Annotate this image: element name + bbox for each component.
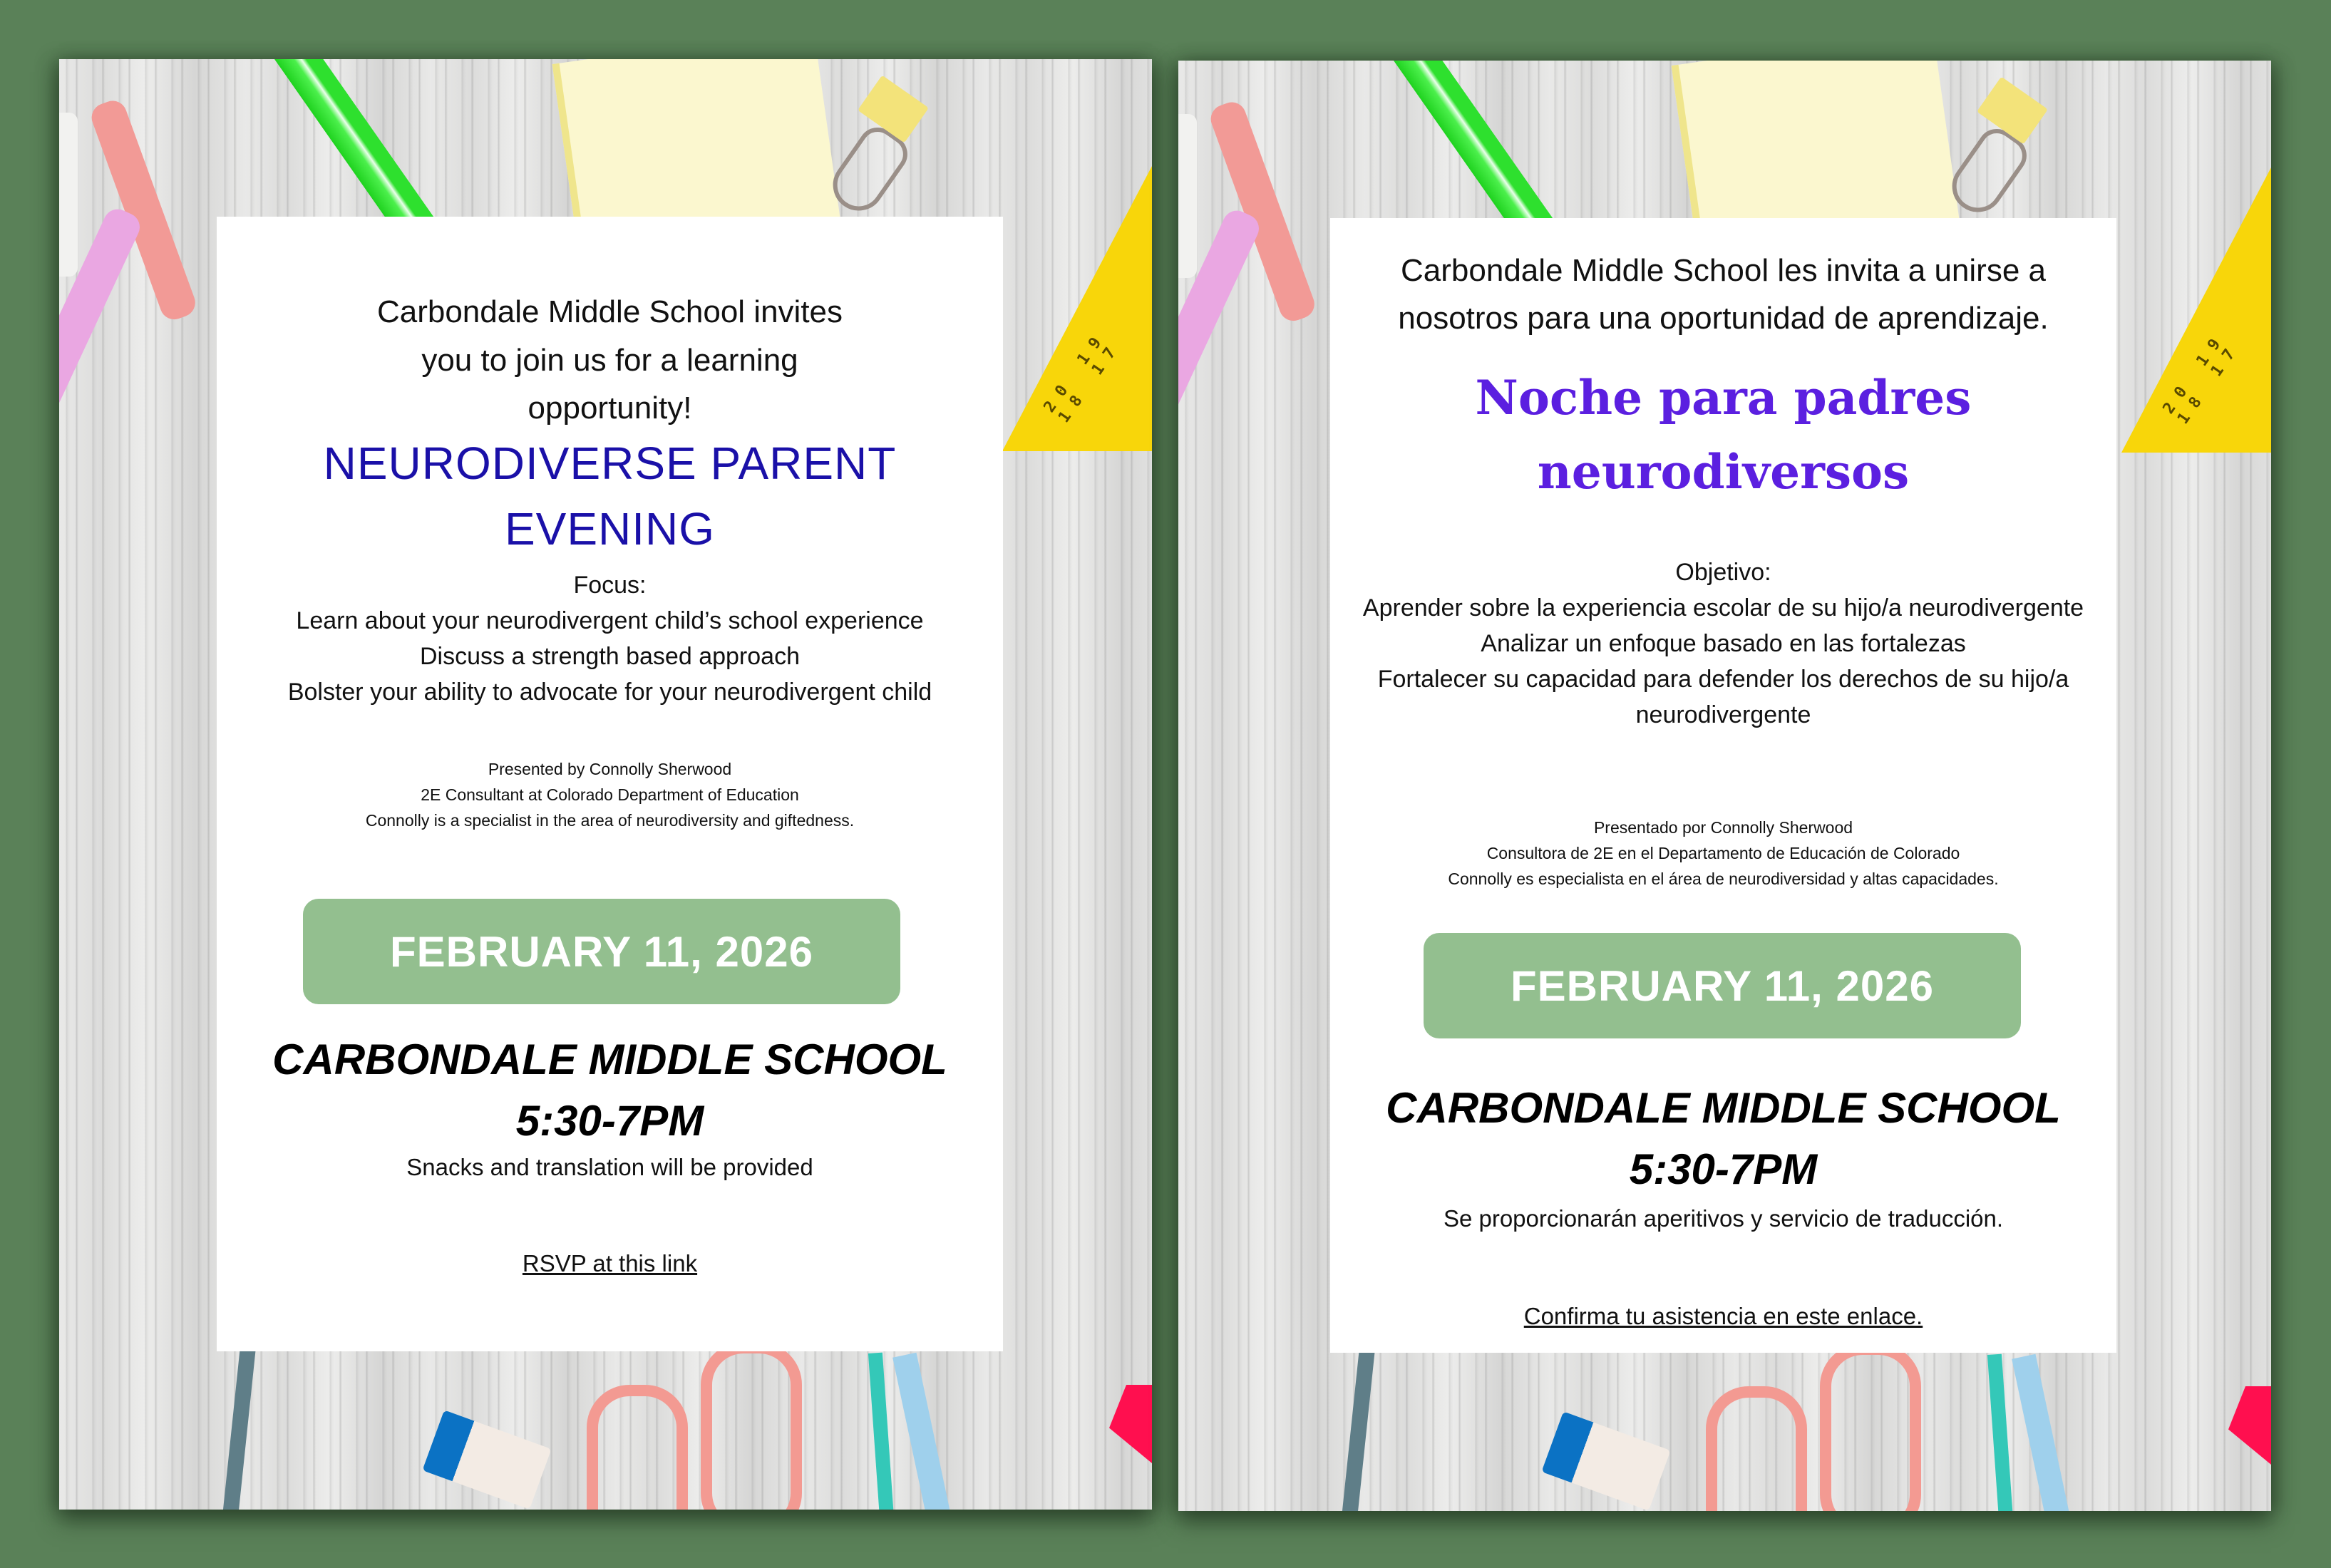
presenter-line: Consultora de 2E en el Departamento de Educación de Colorado bbox=[1486, 844, 1960, 862]
date-badge: FEBRUARY 11, 2026 bbox=[1424, 933, 2021, 1038]
scissors-handle-right-image bbox=[1820, 1343, 1921, 1511]
intro-line: Carbondale Middle School les invita a unirse a bbox=[1401, 253, 2046, 288]
focus-item: Learn about your neurodivergent child’s school experience bbox=[296, 607, 924, 634]
presenter-line: 2E Consultant at Colorado Department of Education bbox=[421, 785, 799, 804]
flyer-english bbox=[59, 59, 1152, 1510]
red-cap-image bbox=[1109, 1385, 1152, 1463]
event-note: Se proporcionarán aperitivos y servicio de traducción. bbox=[1443, 1205, 2004, 1232]
focus-label: Objetivo: bbox=[1675, 559, 1771, 586]
focus-item: Analizar un enfoque basado en las fortalezas bbox=[1481, 630, 1966, 657]
focus-item: Discuss a strength based approach bbox=[420, 643, 800, 670]
invitation-card-spanish bbox=[1330, 218, 2116, 1353]
event-time: 5:30-7PM bbox=[1629, 1145, 1818, 1193]
invitation-card-english bbox=[217, 217, 1003, 1351]
focus-item: neurodivergente bbox=[1635, 701, 1811, 728]
intro-line: Carbondale Middle School invites bbox=[376, 294, 843, 329]
scissors-handle-left-image bbox=[1706, 1386, 1807, 1511]
grey-pencil-image bbox=[1339, 1351, 1374, 1511]
scissors-handle-right-image bbox=[701, 1342, 802, 1510]
ruler-marks: 20 19 18 17 bbox=[1040, 326, 1126, 426]
chalk-white-image bbox=[1178, 114, 1197, 278]
focus-label: Focus: bbox=[573, 572, 647, 599]
ruler-marks: 20 19 18 17 bbox=[2159, 327, 2245, 428]
event-time: 5:30-7PM bbox=[515, 1097, 704, 1145]
intro-line: you to join us for a learning bbox=[421, 343, 798, 378]
chalk-white-image bbox=[59, 113, 78, 277]
flyer-spanish bbox=[1178, 61, 2271, 1511]
grey-pencil-image bbox=[220, 1349, 255, 1510]
scissors-handle-left-image bbox=[587, 1385, 688, 1510]
blue-pencil-image bbox=[892, 1353, 961, 1510]
red-cap-image bbox=[2228, 1386, 2271, 1465]
event-title-line: Noche para padres bbox=[1475, 370, 1972, 425]
eraser-image bbox=[422, 1410, 551, 1509]
presenter-line: Connolly is a specialist in the area of neurodiversity and giftedness. bbox=[365, 811, 855, 830]
venue-name: CARBONDALE MIDDLE SCHOOL bbox=[1386, 1084, 2061, 1132]
date-badge: FEBRUARY 11, 2026 bbox=[303, 899, 900, 1004]
intro-line: opportunity! bbox=[528, 391, 692, 425]
rsvp-link[interactable]: RSVP at this link bbox=[522, 1250, 698, 1276]
focus-item: Bolster your ability to advocate for your neurodivergent child bbox=[287, 679, 932, 706]
venue-name: CARBONDALE MIDDLE SCHOOL bbox=[272, 1036, 947, 1083]
rsvp-link[interactable]: Confirma tu asistencia en este enlace. bbox=[1523, 1303, 1923, 1329]
presenter-line: Presentado por Connolly Sherwood bbox=[1593, 818, 1853, 837]
event-title-line: EVENING bbox=[504, 503, 716, 555]
presenter-line: Presented by Connolly Sherwood bbox=[488, 760, 732, 778]
blue-pencil-image bbox=[2012, 1354, 2080, 1511]
teal-pen-image bbox=[1987, 1354, 2016, 1511]
presenter-line: Connolly es especialista en el área de neurodiversidad y altas capacidades. bbox=[1448, 870, 1999, 888]
event-title-line: NEURODIVERSE PARENT bbox=[323, 438, 897, 489]
event-title-line: neurodiversos bbox=[1537, 444, 1910, 500]
teal-pen-image bbox=[868, 1353, 897, 1510]
eraser-image bbox=[1541, 1411, 1670, 1510]
event-note: Snacks and translation will be provided bbox=[406, 1154, 813, 1180]
intro-line: nosotros para una oportunidad de aprendizaje. bbox=[1398, 301, 2049, 336]
focus-item: Fortalecer su capacidad para defender los derechos de su hijo/a bbox=[1377, 666, 2069, 693]
focus-item: Aprender sobre la experiencia escolar de su hijo/a neurodivergente bbox=[1362, 594, 2084, 621]
